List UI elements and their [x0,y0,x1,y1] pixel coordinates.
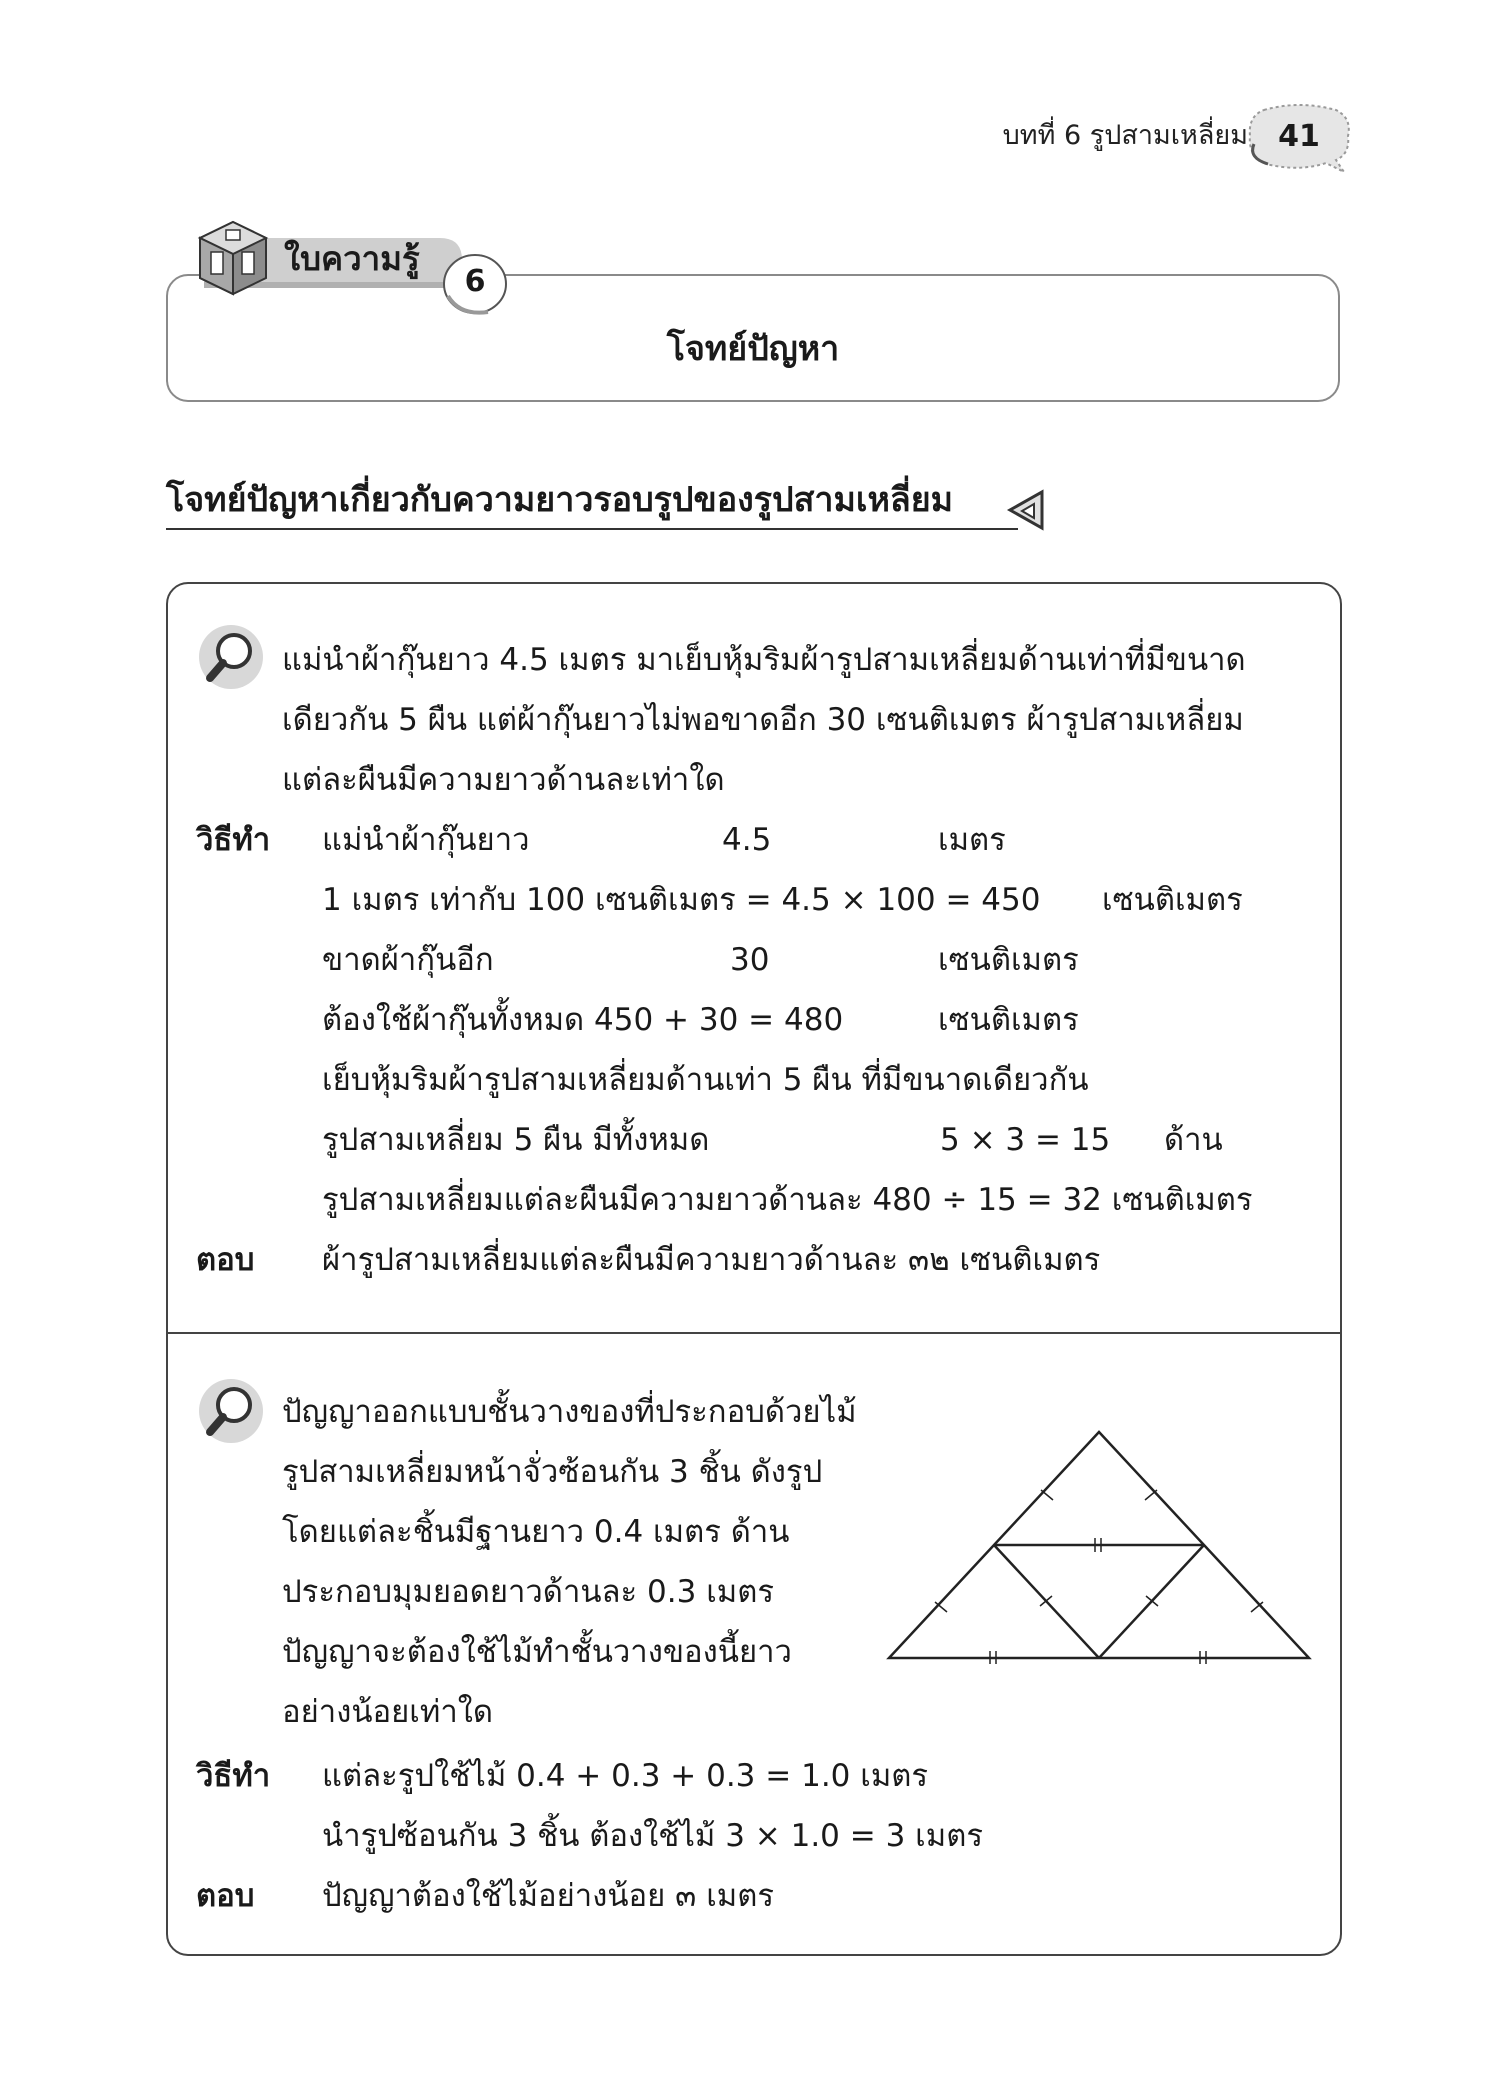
problem2-question-line: ปัญญาออกแบบชั้นวางของที่ประกอบด้วยไม้ [282,1394,857,1430]
problem1-step: รูปสามเหลี่ยมแต่ละผืนมีความยาวด้านละ 480 ÷ 15 = 32 เซนติเมตร [322,1182,1253,1218]
problem2-question-line: อย่างน้อยเท่าใด [282,1694,494,1730]
section-heading: โจทย์ปัญหาเกี่ยวกับความยาวรอบรูปของรูปสามเหลี่ยม [166,480,954,520]
problem1-step-unit: เซนติเมตร [938,1002,1079,1038]
page-number: 41 [1278,119,1320,154]
problem1-step-value: 30 [730,942,770,978]
running-head: บทที่ 6 รูปสามเหลี่ยม [1002,120,1248,151]
cube-icon [196,218,270,298]
problem1-step-value: 4.5 [722,822,772,858]
magnifier-icon [196,622,266,692]
problem1-question-line: เดียวกัน 5 ผืน แต่ผ้ากุ๊นยาวไม่พอขาดอีก 30 เซนติเมตร ผ้ารูปสามเหลี่ยม [282,702,1244,738]
problem2-step: แต่ละรูปใช้ไม้ 0.4 + 0.3 + 0.3 = 1.0 เมตร [322,1758,929,1794]
problem2-question-line: ปัญญาจะต้องใช้ไม้ทำชั้นวางของนี้ยาว [282,1634,792,1670]
problem1-step-unit: เมตร [938,822,1006,858]
stacked-triangles-figure [884,1424,1314,1664]
problem2-answer: ปัญญาต้องใช้ไม้อย่างน้อย ๓ เมตร [322,1878,775,1914]
problem1-step: รูปสามเหลี่ยม 5 ผืน มีทั้งหมด [322,1122,710,1158]
problem1-question-line: แม่นำผ้ากุ๊นยาว 4.5 เมตร มาเย็บหุ้มริมผ้ารูปสามเหลี่ยมด้านเท่าที่มีขนาด [282,642,1246,678]
problem1-answer-label: ตอบ [196,1242,255,1278]
problem1-step: ต้องใช้ผ้ากุ๊นทั้งหมด 450 + 30 = 480 [322,1002,844,1038]
problem1-step-unit: เซนติเมตร [1102,882,1243,918]
problem2-question-line: ประกอบมุมยอดยาวด้านละ 0.3 เมตร [282,1574,775,1610]
problem1-step: ขาดผ้ากุ๊นอีก [322,942,494,978]
card-tab-label: ใบความรู้ [284,239,420,278]
problem1-step-unit: ด้าน [1164,1122,1223,1158]
problem1-method-label: วิธีทำ [196,822,271,858]
problem1-question-line: แต่ละผืนมีความยาวด้านละเท่าใด [282,762,725,798]
problem1-step-unit: เซนติเมตร [938,942,1079,978]
problem2-answer-label: ตอบ [196,1878,255,1914]
card-tab-number: 6 [464,264,486,299]
problem1-answer: ผ้ารูปสามเหลี่ยมแต่ละผืนมีความยาวด้านละ ๓๒ เซนติเมตร [322,1242,1101,1278]
problem2-question-line: โดยแต่ละชิ้นมีฐานยาว 0.4 เมตร ด้าน [282,1514,790,1550]
problem2-question-line: รูปสามเหลี่ยมหน้าจั่วซ้อนกัน 3 ชิ้น ดังรูป [282,1454,823,1490]
triangle-marker-icon [1006,488,1050,532]
problem2-step: นำรูปซ้อนกัน 3 ชิ้น ต้องใช้ไม้ 3 × 1.0 = 3 เมตร [322,1818,983,1854]
magnifier-icon [196,1376,266,1446]
problem1-step: 1 เมตร เท่ากับ 100 เซนติเมตร = 4.5 × 100 = 450 [322,882,1041,918]
card-title: โจทย์ปัญหา [666,329,840,369]
problem1-step: เย็บหุ้มริมผ้ารูปสามเหลี่ยมด้านเท่า 5 ผืน ที่มีขนาดเดียวกัน [322,1062,1089,1098]
problem1-step: แม่นำผ้ากุ๊นยาว [322,822,530,858]
section-underline [166,528,1018,530]
problem-divider [166,1332,1342,1334]
problem2-method-label: วิธีทำ [196,1758,271,1794]
problem1-step-value: 5 × 3 = 15 [940,1122,1111,1158]
